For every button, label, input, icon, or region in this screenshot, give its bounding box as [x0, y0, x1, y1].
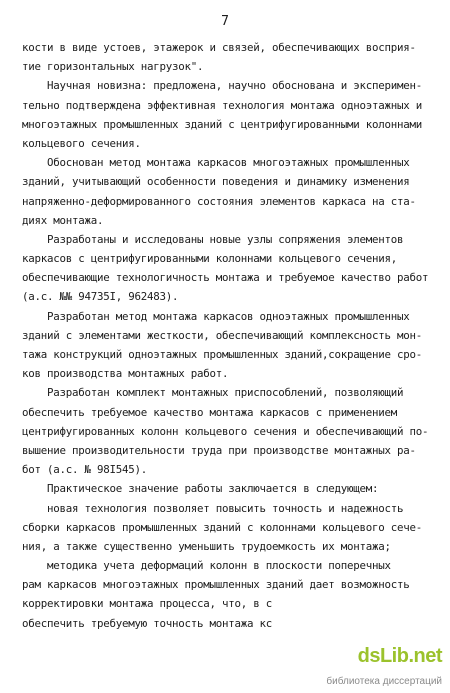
text-line: зданий, учитывающий особенности поведения и динамику изменения	[22, 175, 410, 189]
document-body	[22, 38, 432, 633]
page-number: 7	[221, 14, 229, 29]
text-line: (а.с. №№ 94735I, 962483).	[22, 290, 179, 304]
text-line: тие горизонтальных нагрузок".	[22, 60, 204, 74]
text-line: диях монтажа.	[22, 213, 104, 227]
text-line: кости в виде устоев, этажерок и связей, обеспечивающих восприя-	[22, 41, 416, 54]
text-line: Разработан комплект монтажных приспособлений, позволяющий	[22, 386, 404, 400]
text-line: каркасов с центрифугированными колоннами кольцевого сечения,	[22, 252, 398, 266]
text-line: центрифугированных колонн кольцевого сечения и обеспечивающий по-	[22, 424, 429, 438]
text-line: Научная новизна: предложена, научно обоснована и эксперимен-	[22, 79, 423, 93]
text-line: зданий с элементами жесткости, обеспечивающий комплексность мон-	[22, 328, 423, 342]
watermark-logo: dsLib.net	[357, 645, 442, 667]
text-line: обеспечить требуемое качество монтажа каркасов с применением	[22, 405, 398, 419]
watermark	[326, 645, 442, 687]
text-line: тажа конструкций одноэтажных промышленных зданий,сокращение сро-	[22, 348, 423, 361]
text-line: тельно подтверждена эффективная технология монтажа одноэтажных и	[22, 98, 423, 112]
text-line: напряженно-деформированного состояния элементов каркаса на ста-	[22, 194, 416, 208]
text-line: обеспечивающие технологичность монтажа и требуемое качество работ	[22, 271, 429, 285]
text-line: ния, а также существенно уменьшить трудоемкость их монтажа;	[22, 539, 391, 553]
text-line: Разработаны и исследованы новые узлы сопряжения элементов	[22, 232, 404, 246]
text-line: Практическое значение работы заключается в следующем:	[22, 482, 379, 496]
text-line: методика учета деформаций колонн в плоскости поперечных	[22, 559, 391, 573]
text-line: сборки каркасов промышленных зданий с колоннами кольцевого сече-	[22, 520, 423, 534]
text-line: вышение производительности труда при производстве монтажных ра-	[22, 443, 416, 457]
text-line: кольцевого сечения.	[22, 136, 141, 150]
text-line: корректировки монтажа процесса, что, в с	[22, 597, 273, 611]
text-line: Обоснован метод монтажа каркасов многоэтажных промышленных	[22, 156, 410, 170]
text-line: новая технология позволяет повысить точность и надежность	[22, 501, 404, 515]
text-line: многоэтажных промышленных зданий с центрифугированными колоннами	[22, 117, 423, 131]
text-line: бот (а.с. № 98I545).	[22, 463, 148, 477]
text-line: ков производства монтажных работ.	[22, 367, 229, 381]
text-line: Разработан метод монтажа каркасов одноэтажных промышленных	[22, 309, 410, 323]
watermark-subtitle: библиотека диссертаций	[326, 676, 442, 687]
watermark-box	[326, 645, 442, 687]
text-line: обеспечить требуемую точность монтажа кс	[22, 616, 273, 630]
text-line: рам каркасов многоэтажных промышленных зданий дает возможность	[22, 578, 410, 592]
